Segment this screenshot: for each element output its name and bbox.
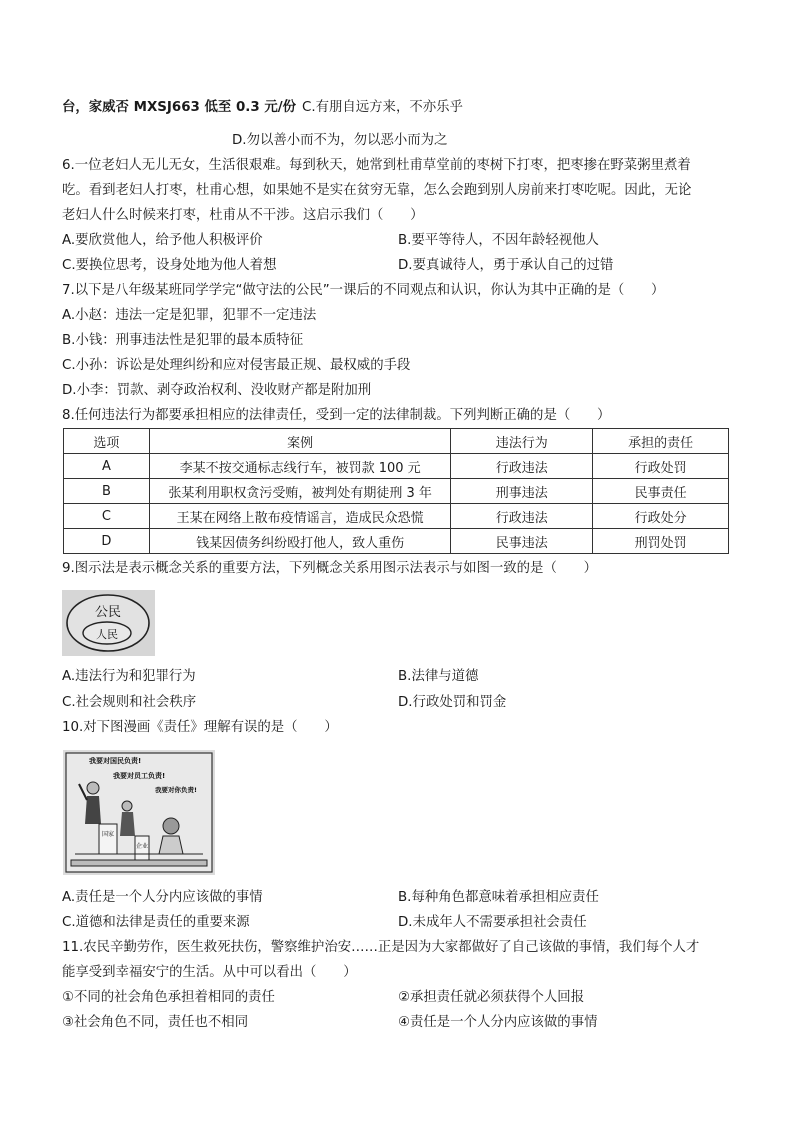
- table-cell: 民事责任: [593, 479, 729, 504]
- table-header-cell: 案例: [149, 429, 451, 454]
- q9-option-d: D.行政处罚和罚金: [398, 695, 507, 710]
- podium-1-label: 国家: [101, 831, 115, 838]
- q6-stem-line2: 吃。看到老妇人打枣，杜甫心想，如果她不是实在贫穷无靠，怎么会跑到别人房前来打枣吃呢。因此，无论: [62, 183, 692, 198]
- q9-option-c: C.社会规则和社会秩序: [62, 695, 197, 710]
- q7-option-d: D.小李：罚款、剥夺政治权利、没收财产都是附加刑: [62, 383, 372, 398]
- bubble-2-text: 我要对员工负责!: [113, 772, 166, 780]
- podium-2-label: 企业: [135, 843, 149, 850]
- q8-stem: 8.任何违法行为都要承担相应的法律责任，受到一定的法律制裁。下列判断正确的是（ ）: [62, 408, 611, 423]
- q10-option-b: B.每种角色都意味着承担相应责任: [398, 890, 599, 905]
- q10-option-a: A.责任是一个人分内应该做的事情: [62, 890, 263, 905]
- table-cell: 行政违法: [451, 454, 593, 479]
- table-cell: 行政违法: [451, 504, 593, 529]
- table-header-cell: 违法行为: [451, 429, 593, 454]
- table-row: [64, 454, 729, 479]
- table-cell: A: [64, 454, 150, 479]
- table-cell: 民事违法: [451, 529, 593, 554]
- q9-stem: 9.图示法是表示概念关系的重要方法，下列概念关系用图示法表示与如图一致的是（ ）: [62, 561, 598, 576]
- table-cell: 王某在网络上散布疫情谣言，造成民众恐慌: [149, 504, 451, 529]
- q7-stem: 7.以下是八年级某班同学学完“做守法的公民”一课后的不同观点和认识，你认为其中正确的是（ ）: [62, 283, 665, 298]
- venn-figure: [62, 590, 155, 656]
- q9-option-b: B.法律与道德: [398, 669, 479, 684]
- q10-option-c: C.道德和法律是责任的重要来源: [62, 915, 250, 930]
- table-cell: 行政处罚: [593, 454, 729, 479]
- table-row: [64, 504, 729, 529]
- q5-option-d: D.勿以善小而不为，勿以恶小而为之: [232, 133, 448, 148]
- q8-table: [63, 428, 729, 554]
- bubble-1-text: 我要对国民负责!: [89, 757, 142, 765]
- q11-option-2: ②承担责任就必须获得个人回报: [398, 990, 585, 1005]
- venn-inner-label: 人民: [96, 628, 118, 641]
- table-header-cell: 选项: [64, 429, 150, 454]
- table-cell: 张某利用职权贪污受贿，被判处有期徒刑 3 年: [149, 479, 451, 504]
- q6-option-d: D.要真诚待人，勇于承认自己的过错: [398, 258, 614, 273]
- table-cell: 刑事违法: [451, 479, 593, 504]
- ad-text: 台，家威否 MXSJ663 低至 0.3 元/份: [62, 100, 297, 115]
- table-cell: D: [64, 529, 150, 554]
- q6-option-c: C.要换位思考，设身处地为他人着想: [62, 258, 277, 273]
- table-cell: 行政处分: [593, 504, 729, 529]
- bubble-3-text: 我要对你负责!: [155, 786, 197, 794]
- q6-stem-line3: 老妇人什么时候来打枣，杜甫从不干涉。这启示我们（ ）: [62, 208, 424, 223]
- q10-option-d: D.未成年人不需要承担社会责任: [398, 915, 587, 930]
- q7-option-b: B.小钱：刑事违法性是犯罪的最本质特征: [62, 333, 304, 348]
- table-cell: 李某不按交通标志线行车，被罚款 100 元: [149, 454, 451, 479]
- responsibility-cartoon: [63, 750, 215, 875]
- q11-option-3: ③社会角色不同，责任也不相同: [62, 1015, 249, 1030]
- table-cell: 钱某因债务纠纷殴打他人，致人重伤: [149, 529, 451, 554]
- table-cell: B: [64, 479, 150, 504]
- q9-option-a: A.违法行为和犯罪行为: [62, 669, 196, 684]
- venn-outer-label: 公民: [94, 605, 122, 620]
- q6-option-a: A.要欣赏他人，给予他人积极评价: [62, 233, 263, 248]
- table-header-row: [64, 429, 729, 454]
- q6-stem-line1: 6.一位老妇人无儿无女，生活很艰难。每到秋天，她常到杜甫草堂前的枣树下打枣，把枣掺在野菜粥里煮着: [62, 158, 691, 173]
- q11-stem-line1: 11.农民辛勤劳作，医生救死扶伤，警察维护治安……正是因为大家都做好了自己该做的事情，我们每个人才: [62, 940, 700, 955]
- q10-stem: 10.对下图漫画《责任》理解有误的是（ ）: [62, 720, 338, 735]
- table-row: [64, 529, 729, 554]
- q11-option-1: ①不同的社会角色承担着相同的责任: [62, 990, 275, 1005]
- table-header-cell: 承担的责任: [593, 429, 729, 454]
- q7-option-a: A.小赵：违法一定是犯罪，犯罪不一定违法: [62, 308, 317, 323]
- table-cell: 刑罚处罚: [593, 529, 729, 554]
- q11-stem-line2: 能享受到幸福安宁的生活。从中可以看出（ ）: [62, 965, 357, 980]
- table-cell: C: [64, 504, 150, 529]
- table-row: [64, 479, 729, 504]
- q5-option-c: C.有朋自远方来，不亦乐乎: [302, 100, 463, 115]
- q6-option-b: B.要平等待人，不因年龄轻视他人: [398, 233, 599, 248]
- q11-option-4: ④责任是一个人分内应该做的事情: [398, 1015, 598, 1030]
- q7-option-c: C.小孙：诉讼是处理纠纷和应对侵害最正规、最权威的手段: [62, 358, 411, 373]
